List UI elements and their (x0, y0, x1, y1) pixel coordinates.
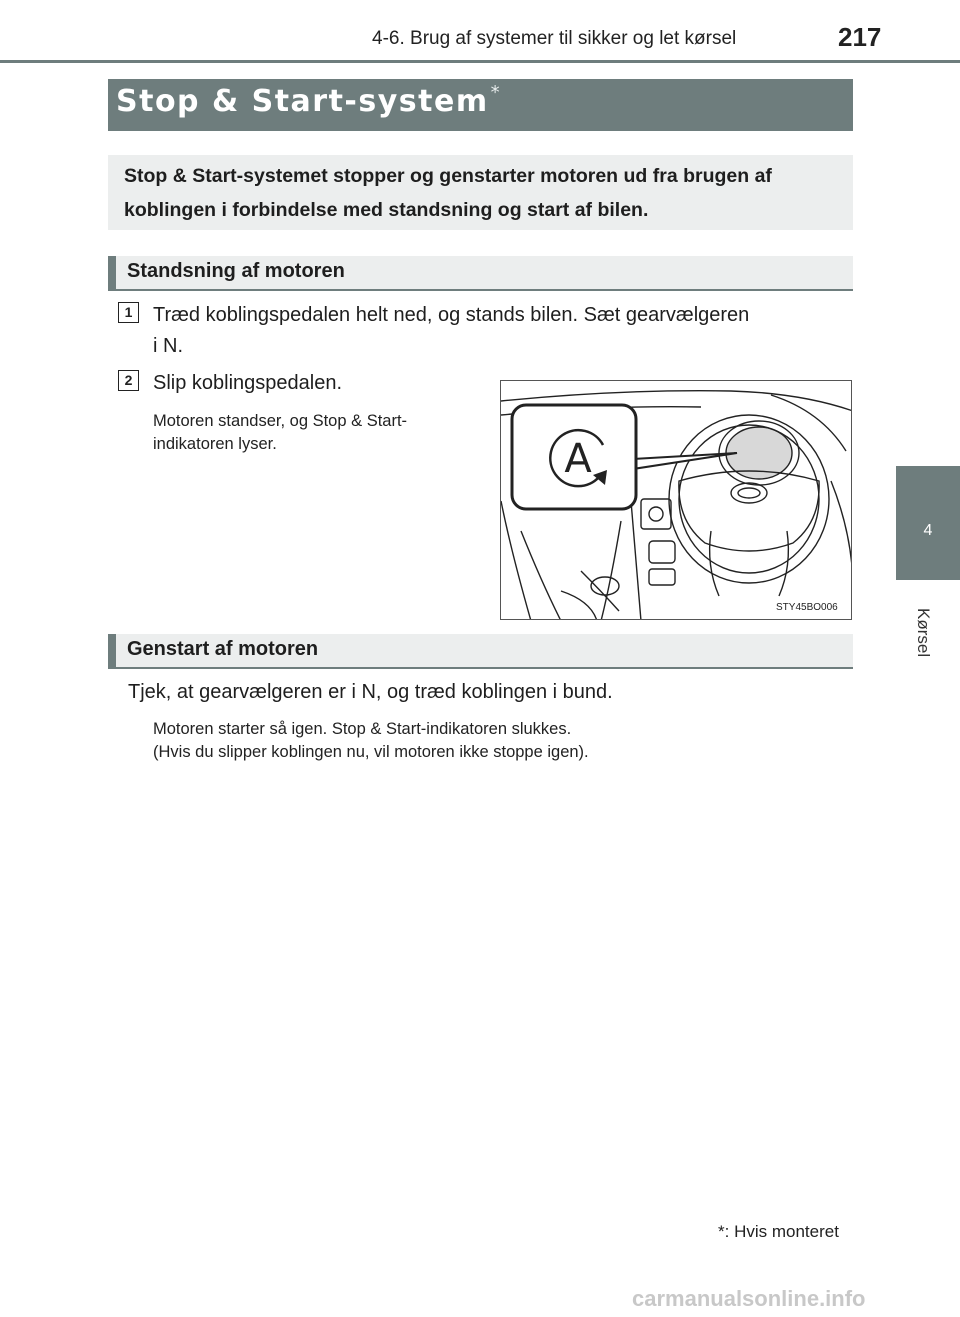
steering-wheel-drawing (501, 381, 852, 620)
step-2-note-line2: indikatoren lyser. (153, 435, 277, 453)
step-badge-1: 1 (118, 302, 139, 323)
footnote-text: : Hvis monteret (724, 1222, 839, 1241)
intro-text: Stop & Start-systemet stopper og genstarter motoren ud fra brugen af koblingen i forbindelse med standsning og start af bilen. (124, 165, 772, 221)
section-heading-stop: Standsning af motoren (127, 260, 345, 282)
section-rule-stop (108, 289, 853, 291)
chapter-number: 4 (923, 522, 933, 539)
restart-note-line2: (Hvis du slipper koblingen nu, vil motoren ikke stoppe igen). (153, 743, 589, 761)
callout-letter-a: A (564, 436, 592, 482)
step-badge-2: 2 (118, 370, 139, 391)
step-1-text (153, 300, 853, 362)
step-1-line1: Træd koblingspedalen helt ned, og stands bilen. Sæt gearvælgeren (153, 304, 750, 326)
section-header-title: 4-6. Brug af systemer til sikker og let kørsel (372, 28, 737, 49)
watermark: carmanualsonline.info (632, 1286, 866, 1311)
step-2-note-line1: Motoren standser, og Stop & Start- (153, 412, 408, 430)
restart-text: Tjek, at gearvælgeren er i N, og træd koblingen i bund. (128, 681, 613, 703)
dashboard-illustration (500, 380, 852, 620)
step-2-text: Slip koblingspedalen. (153, 372, 343, 394)
restart-note-line1: Motoren starter så igen. Stop & Start-indikatoren slukkes. (153, 720, 572, 738)
step-2-note (153, 410, 483, 456)
footnote-asterisk: * (718, 1222, 725, 1241)
page-number: 217 (838, 22, 882, 52)
footnote (718, 1222, 839, 1242)
page-title (116, 84, 501, 119)
title-asterisk: * (490, 82, 502, 103)
section-heading-restart: Genstart af motoren (127, 638, 319, 660)
header-divider (0, 60, 960, 63)
section-rule-restart (108, 667, 853, 669)
chapter-label: Kørsel (914, 608, 933, 658)
illustration-code: STY45BO006 (776, 602, 838, 613)
page-title-text: Stop & Start-system (116, 84, 489, 119)
step-1-line2: i N. (153, 335, 183, 357)
restart-note (153, 718, 843, 764)
